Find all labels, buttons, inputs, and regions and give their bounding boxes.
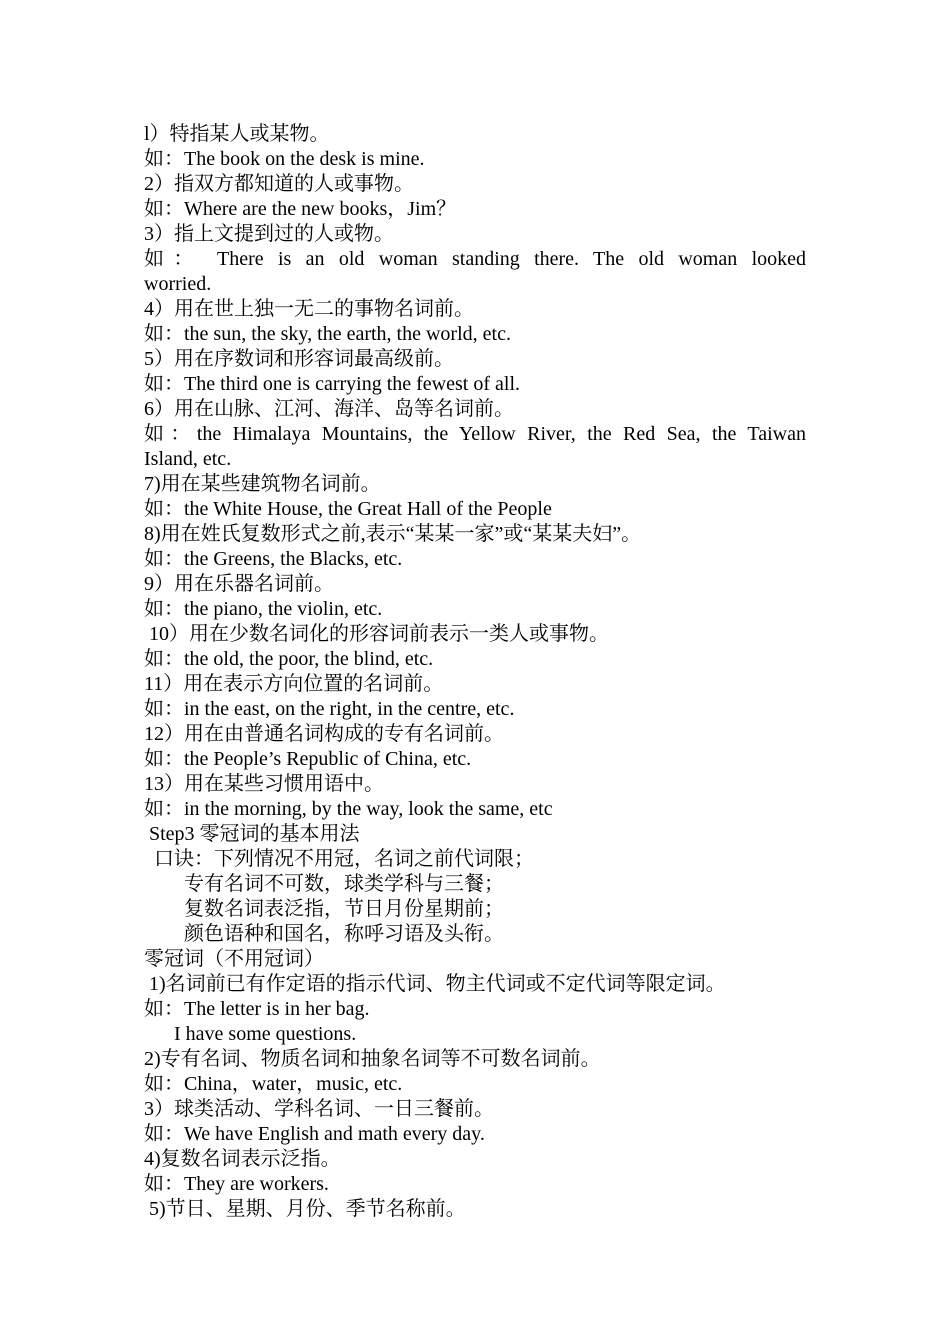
text-line: 如：the sun, the sky, the earth, the world, etc.: [144, 323, 511, 345]
text-line: I have some questions.: [144, 1023, 357, 1045]
text-line: 5）用在序数词和形容词最高级前。: [144, 348, 454, 370]
text-line: 13）用在某些习惯用语中。: [144, 773, 384, 795]
section-heading: 零冠词（不用冠词）: [144, 948, 324, 970]
text-line: 如：in the morning, by the way, look the same, etc: [144, 798, 553, 820]
text-line: 如：The letter is in her bag.: [144, 998, 370, 1020]
text-line: 1)名词前已有作定语的指示代词、物主代词或不定代词等限定词。: [144, 973, 726, 995]
text-line: 4）用在世上独一无二的事物名词前。: [144, 298, 474, 320]
text-line: 如：the White House, the Great Hall of the People: [144, 498, 552, 520]
text-line: 如：We have English and math every day.: [144, 1123, 485, 1145]
text-line: 7)用在某些建筑物名词前。: [144, 473, 381, 495]
text-line: 4)复数名词表示泛指。: [144, 1148, 341, 1170]
mnemonic-line: 口诀：下列情况不用冠，名词之前代词限；: [144, 848, 534, 870]
text-line: 3）指上文提到过的人或物。: [144, 223, 394, 245]
mnemonic-line: 颜色语种和国名，称呼习语及头衔。: [144, 923, 504, 945]
text-line: 如：The third one is carrying the fewest of all.: [144, 373, 520, 395]
text-line: 9）用在乐器名词前。: [144, 573, 334, 595]
text-line: 如：the Himalaya Mountains, the Yellow River, the Red Sea, the Taiwan: [144, 423, 806, 445]
mnemonic-line: 专有名词不可数，球类学科与三餐；: [144, 873, 504, 895]
text-line: 2)专有名词、物质名词和抽象名词等不可数名词前。: [144, 1048, 601, 1070]
text-line: 如：the old, the poor, the blind, etc.: [144, 648, 434, 670]
text-line: 8)用在姓氏复数形式之前,表示“某某一家”或“某某夫妇”。: [144, 523, 642, 545]
text-line: 如：Where are the new books，Jim？: [144, 198, 457, 220]
text-line: 11）用在表示方向位置的名词前。: [144, 673, 444, 695]
text-line: 如：the Greens, the Blacks, etc.: [144, 548, 403, 570]
text-line: 如：The book on the desk is mine.: [144, 148, 425, 170]
text-line: 12）用在由普通名词构成的专有名词前。: [144, 723, 504, 745]
text-line: 3）球类活动、学科名词、一日三餐前。: [144, 1098, 494, 1120]
text-line: Island, etc.: [144, 448, 232, 470]
text-line: 2）指双方都知道的人或事物。: [144, 173, 414, 195]
text-line: worried.: [144, 273, 212, 295]
text-line: 如：China，water，music, etc.: [144, 1073, 403, 1095]
mnemonic-line: 复数名词表泛指，节日月份星期前；: [144, 898, 504, 920]
text-line: 6）用在山脉、江河、海洋、岛等名词前。: [144, 398, 514, 420]
text-line: 如：the People’s Republic of China, etc.: [144, 748, 472, 770]
document-body: [144, 122, 806, 1222]
section-heading: Step3 零冠词的基本用法: [144, 823, 360, 845]
text-line: l）特指某人或某物。: [144, 123, 330, 145]
text-line: 如：They are workers.: [144, 1173, 329, 1195]
text-line: 如：in the east, on the right, in the centre, etc.: [144, 698, 515, 720]
text-line: 10）用在少数名词化的形容词前表示一类人或事物。: [144, 623, 609, 645]
text-line: 5)节日、星期、月份、季节名称前。: [144, 1198, 466, 1220]
text-line: 如： There is an old woman standing there. The old woman looked: [144, 248, 806, 270]
text-line: 如：the piano, the violin, etc.: [144, 598, 383, 620]
